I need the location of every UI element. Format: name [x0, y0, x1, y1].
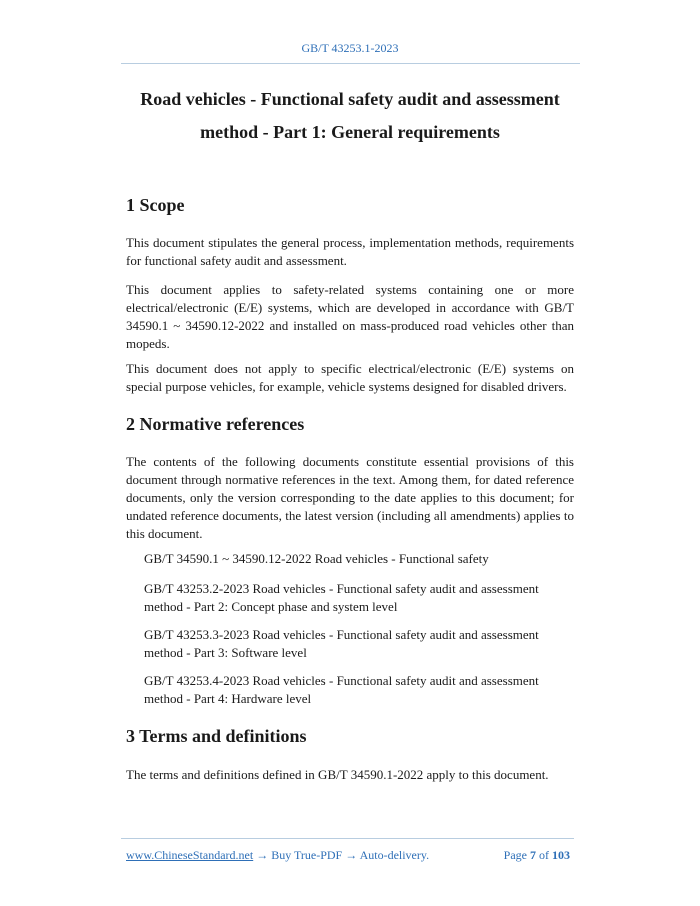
- section-heading-normative-references: 2 Normative references: [126, 414, 305, 434]
- scope-paragraph-3: This document does not apply to specific electrical/electronic (E/E) systems on special purpose vehicles, for example, vehicle systems designed for disabled drivers.: [126, 361, 574, 394]
- page-label: Page: [503, 848, 527, 862]
- terms-paragraph: The terms and definitions defined in GB/T 34590.1-2022 apply to this document.: [126, 767, 549, 782]
- footer-divider: [121, 838, 574, 839]
- page-number: [504, 848, 570, 863]
- website-link[interactable]: www.ChineseStandard.net: [126, 848, 254, 862]
- page-of-label: of: [539, 848, 549, 862]
- section-heading-terms-definitions: 3 Terms and definitions: [126, 726, 307, 746]
- reference-item: GB/T 34590.1 ~ 34590.12-2022 Road vehicles - Functional safety: [144, 551, 489, 566]
- title-line-2: method - Part 1: General requirements: [200, 122, 500, 142]
- reference-item: GB/T 43253.3-2023 Road vehicles - Functional safety audit and assessment method - Part 3: Software level: [144, 627, 539, 660]
- section-heading-scope: 1 Scope: [126, 195, 185, 215]
- scope-paragraph-2: This document applies to safety-related systems containing one or more electrical/electronic (E/E) systems, which are developed in accordance with GB/T 34590.1 ~ 34590.12-2022 and installed on mass-produced road vehicles other than mopeds.: [126, 282, 574, 351]
- document-title: [126, 83, 574, 149]
- header-divider: [121, 63, 580, 64]
- reference-item: GB/T 43253.2-2023 Road vehicles - Functional safety audit and assessment method - Part 2: Concept phase and system level: [144, 581, 539, 614]
- page-footer: [126, 848, 574, 864]
- reference-item: GB/T 43253.4-2023 Road vehicles - Functional safety audit and assessment method - Part 4: Hardware level: [144, 673, 539, 706]
- scope-paragraph-1: This document stipulates the general process, implementation methods, requirements for functional safety audit and assessment.: [126, 235, 574, 268]
- normative-intro-paragraph: The contents of the following documents constitute essential provisions of this document through normative references in the text. Among them, for dated reference documents, only the version corresponding to the date applies to this document; for undated reference documents, the latest version (including all amendments) applies to this document.: [126, 454, 574, 541]
- footer-tagline: → Buy True-PDF → Auto-delivery.: [253, 848, 430, 862]
- title-line-1: Road vehicles - Functional safety audit and assessment: [140, 89, 560, 109]
- page-total: 103: [552, 848, 570, 862]
- page-current: 7: [530, 848, 536, 862]
- footer-left: [126, 848, 429, 863]
- running-header: GB/T 43253.1-2023: [301, 41, 399, 55]
